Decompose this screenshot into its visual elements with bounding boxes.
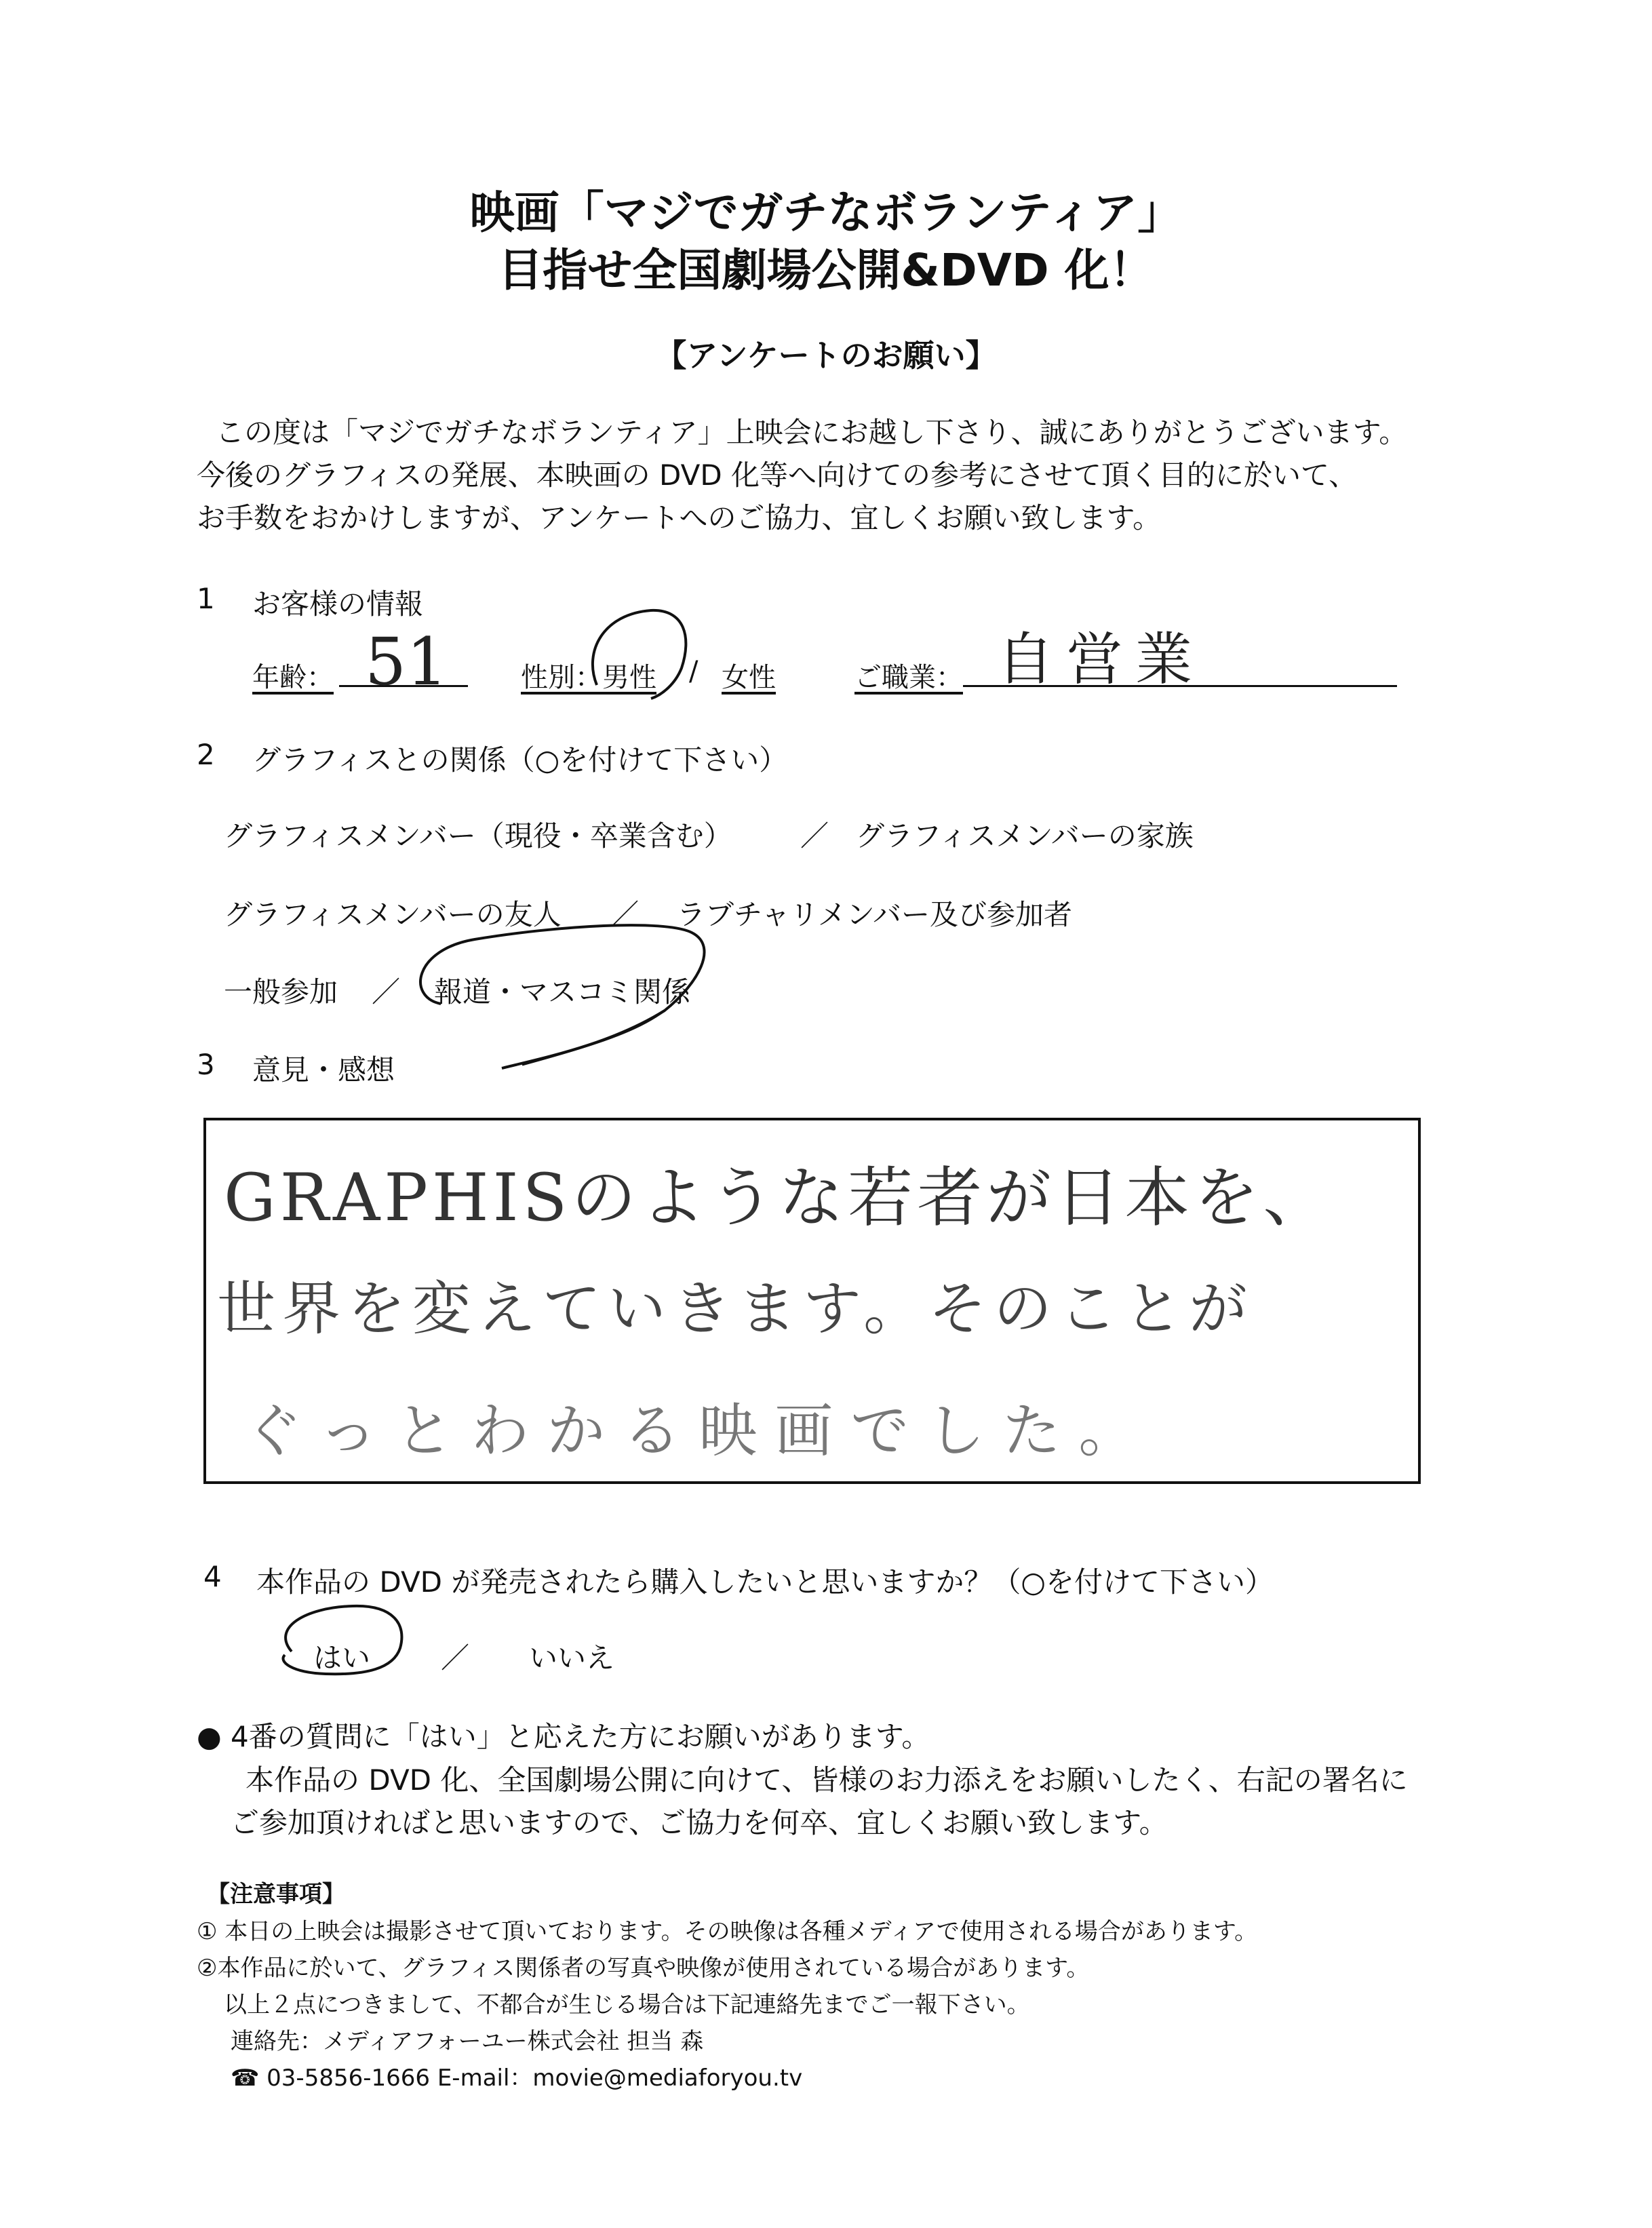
gender-male: 男性 [602, 662, 656, 693]
q4-number: 4 [203, 1560, 222, 1593]
notes-phone-email: ☎ 03-5856-1666 E-mail：movie@mediaforyou.tv [231, 2065, 803, 2092]
comment-handwritten-line-2: 世界を変えていきます。そのことが [217, 1275, 1255, 1343]
q2-separator-3: ／ [372, 975, 401, 1009]
occupation-handwritten: 自営業 [997, 626, 1205, 692]
age-handwritten: 51 [365, 624, 448, 700]
q4-option-no: いいえ [529, 1641, 615, 1675]
intro-line-3: お手数をおかけしますが、アンケートへのご協力、宜しくお願い致します。 [197, 501, 1162, 534]
gender-label: 性別： [521, 662, 602, 693]
q3-number: 3 [197, 1048, 215, 1081]
q2-number: 2 [197, 738, 215, 771]
q2-heading: グラフィスとの関係（○を付けて下さい） [252, 743, 788, 777]
notes-item-1: ① 本日の上映会は撮影させて頂いております。その映像は各種メディアで使用される場合があります。 [197, 1918, 1258, 1945]
q2-option-press: 報道・マスコミ関係 [434, 975, 691, 1009]
section-heading: 【アンケートのお願い】 [655, 337, 997, 374]
q2-option-lovechari: ラブチャリメンバー及び参加者 [677, 898, 1072, 931]
request-bullet-line: ● 4番の質問に「はい」と応えた方にお願いがあります。 [197, 1720, 930, 1753]
title-line-1: 映画「マジでガチなボランティア」 [469, 187, 1183, 239]
title-line-2: 目指せ全国劇場公開&DVD 化！ [498, 244, 1154, 296]
notes-heading: 【注意事項】 [207, 1881, 345, 1908]
q4-separator: ／ [441, 1641, 470, 1675]
comment-handwritten-line-3: ぐっとわかる映画でした。 [244, 1397, 1155, 1465]
request-line-3: ご参加頂ければと思いますので、ご協力を何卒、宜しくお願い致します。 [231, 1806, 1168, 1839]
occupation-label: ご職業： [854, 662, 963, 693]
q2-separator-1: ／ [800, 819, 829, 853]
intro-line-2: 今後のグラフィスの発展、本映画の DVD 化等へ向けての参考にさせて頂く目的に於いて、 [197, 458, 1358, 492]
q2-option-friend: グラフィスメンバーの友人 [224, 898, 562, 931]
q4-option-yes: はい [313, 1641, 371, 1675]
gender-end [792, 685, 795, 688]
q3-heading: 意見・感想 [252, 1053, 395, 1087]
comment-handwritten-line-1: GRAPHISのような若者が日本を、 [224, 1160, 1333, 1236]
notes-item-2: ②本作品に於いて、グラフィス関係者の写真や映像が使用されている場合があります。 [197, 1955, 1090, 1982]
age-label: 年齢： [252, 662, 334, 693]
q2-separator-2: ／ [610, 898, 640, 931]
notes-contact: 連絡先：メディアフォーユー株式会社 担当 森 [231, 2028, 704, 2055]
press-tail-mark [522, 1011, 665, 1065]
intro-line-1: この度は「マジでガチなボランティア」上映会にお越し下さり、誠にありがとうございます。 [216, 416, 1408, 449]
notes-item-3: 以上２点につきまして、不都合が生じる場合は下記連絡先までご一報下さい。 [224, 1991, 1030, 2018]
gender-female: 女性 [722, 662, 776, 693]
request-line-2: 本作品の DVD 化、全国劇場公開に向けて、皆様のお力添えをお願いしたく、右記の署名に [245, 1763, 1408, 1797]
q2-option-family: グラフィスメンバーの家族 [856, 819, 1194, 853]
q2-option-general: 一般参加 [224, 975, 338, 1009]
gender-separator: / [689, 656, 699, 687]
q1-number: 1 [197, 582, 215, 615]
q2-option-member: グラフィスメンバー（現役・卒業含む） [224, 819, 732, 853]
q4-heading: 本作品の DVD が発売されたら購入したいと思いますか？（○を付けて下さい） [256, 1565, 1274, 1599]
q1-heading: お客様の情報 [252, 587, 424, 621]
